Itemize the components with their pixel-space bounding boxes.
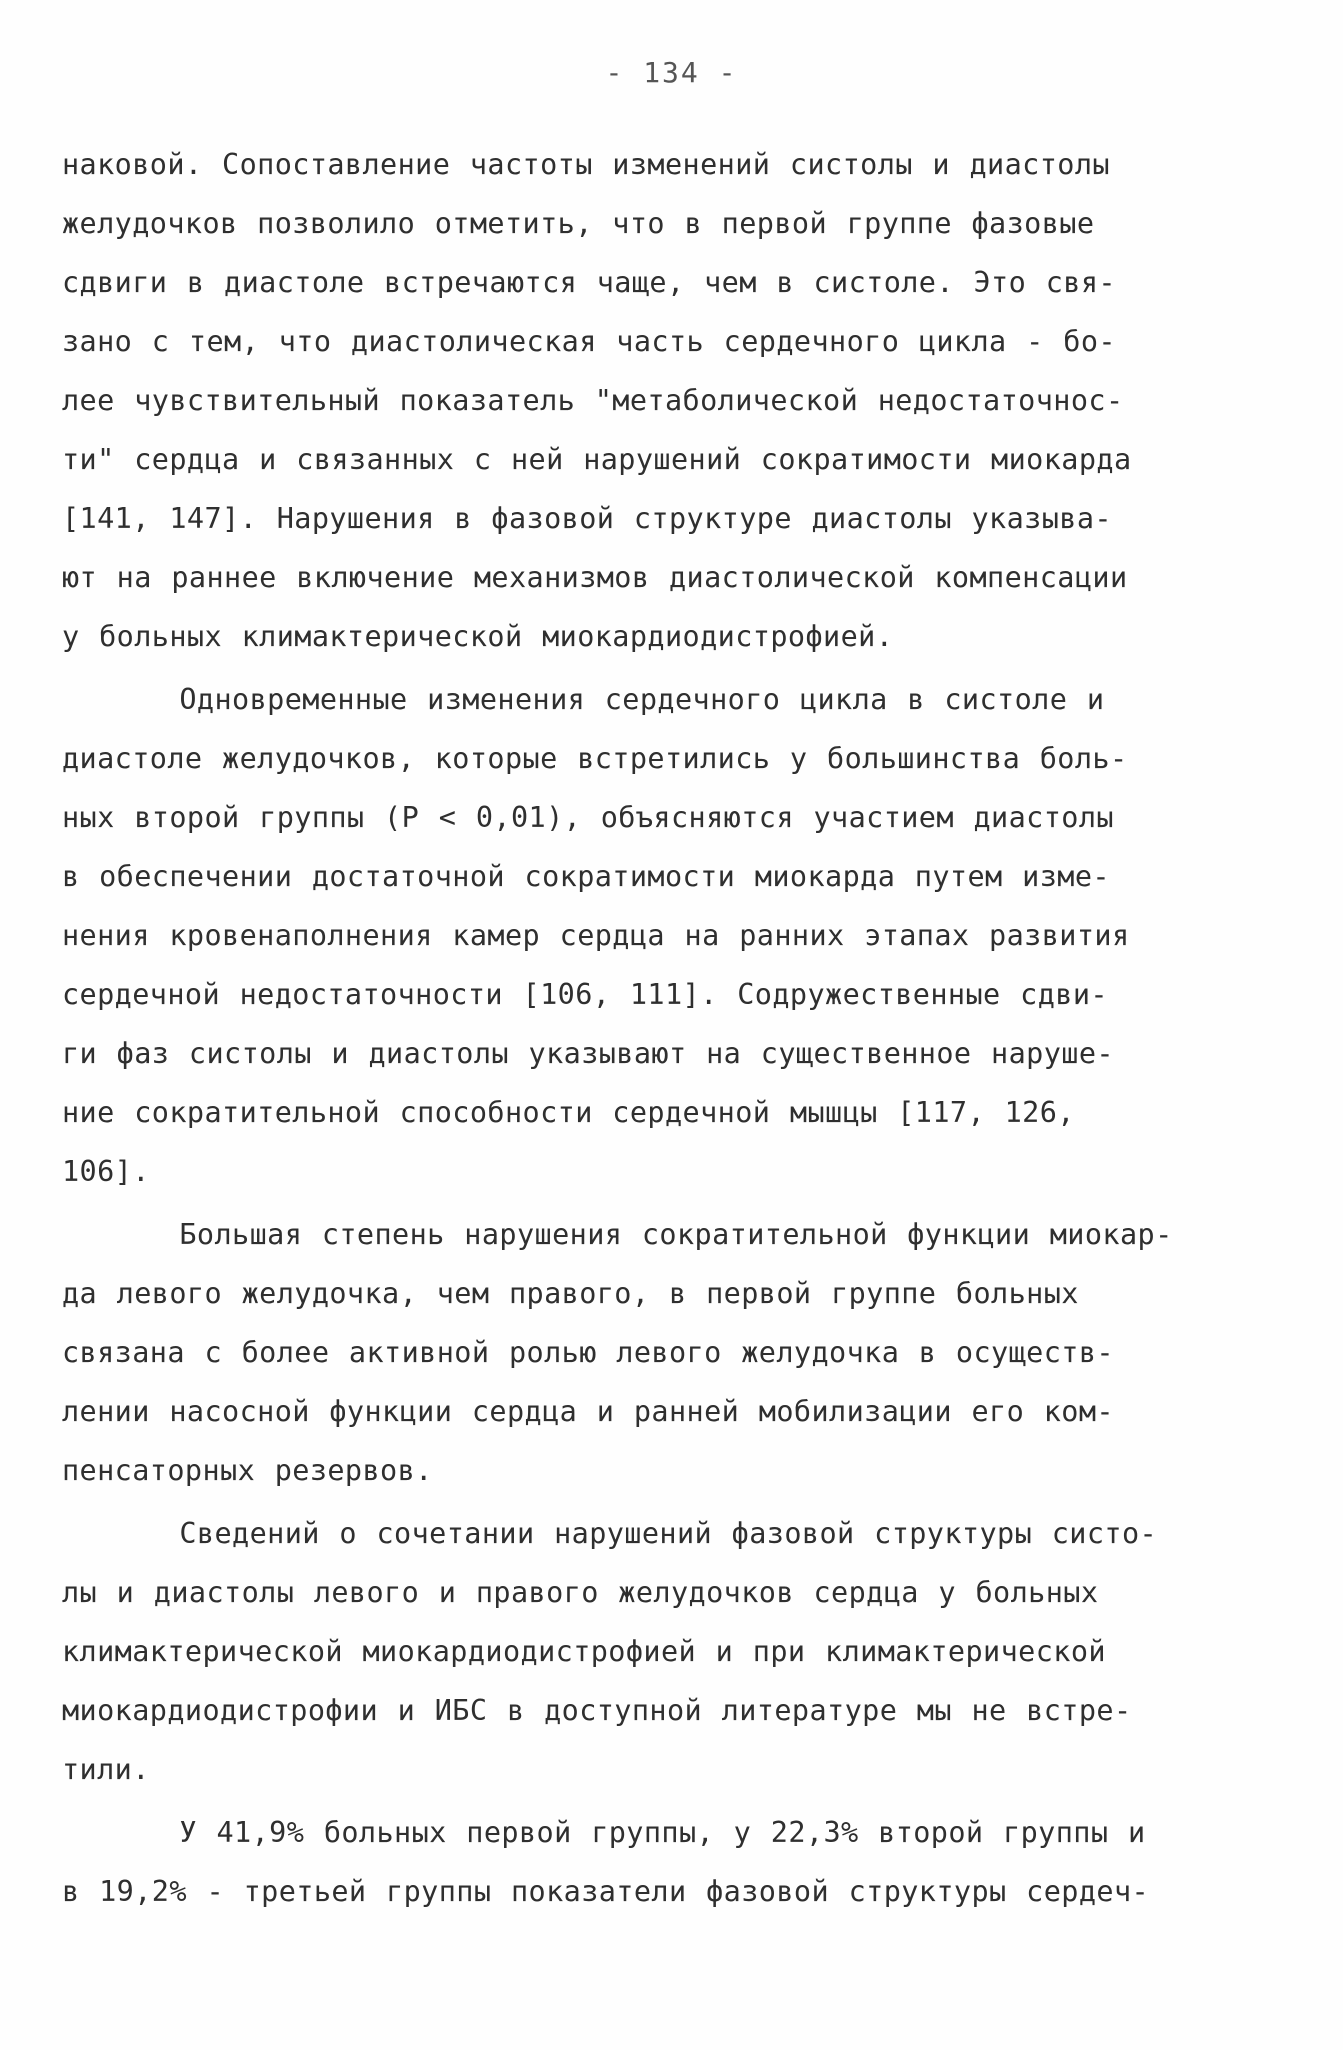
text-line: миокардиодистрофии и ИБС в доступной литературе мы не встре- [62,1694,1132,1727]
text-line: [141, 147]. Нарушения в фазовой структуре диастолы указыва- [62,502,1112,535]
text-line: сдвиги в диастоле встречаются чаще, чем в систоле. Это свя- [62,266,1116,299]
text-line: ют на раннее включение механизмов диастолической компенсации [62,561,1128,594]
text-line: лы и диастолы левого и правого желудочков сердца у больных [62,1576,1099,1609]
text-line: Большая степень нарушения сократительной функции миокар- [62,1218,1173,1251]
text-line: диастоле желудочков, которые встретились у большинства боль- [62,742,1128,775]
text-line: в обеспечении достаточной сократимости миокарда путем изме- [62,860,1110,893]
text-line: пенсаторных резервов. [62,1454,433,1487]
paragraph-4 [62,1504,1302,1799]
text-line: связана с более активной ролью левого желудочка в осуществ- [62,1336,1114,1369]
paragraph-3 [62,1205,1302,1500]
text-line: нения кровенаполнения камер сердца на ранних этапах развития [62,919,1130,952]
text-line: ти" сердца и связанных с ней нарушений сократимости миокарда [62,443,1132,476]
text-line: тили. [62,1753,150,1786]
body-text [62,135,1302,1921]
text-line: климактерической миокардиодистрофией и при климактерической [62,1635,1106,1668]
text-line: зано с тем, что диастолическая часть сердечного цикла - бо- [62,325,1116,358]
page-number: - 134 - [605,56,738,89]
text-line: Одновременные изменения сердечного цикла в систоле и [62,683,1105,716]
text-line: желудочков позволило отметить, что в первой группе фазовые [62,207,1095,240]
text-line: ных второй группы (Р < 0,01), объясняются участием диастолы [62,801,1114,834]
text-line: У 41,9% больных первой группы, у 22,3% второй группы и [62,1816,1146,1849]
text-line: Сведений о сочетании нарушений фазовой структуры систо- [62,1517,1158,1550]
text-line: у больных климактерической миокардиодистрофией. [62,620,894,653]
text-line: лении насосной функции сердца и ранней мобилизации его ком- [62,1395,1114,1428]
text-line: лее чувствительный показатель "метаболической недостаточнос- [62,384,1124,417]
text-line: в 19,2% - третьей группы показатели фазовой структуры сердеч- [62,1875,1150,1908]
text-line: ги фаз систолы и диастолы указывают на существенное наруше- [62,1037,1114,1070]
text-line: наковой. Сопоставление частоты изменений систолы и диастолы [62,148,1110,181]
text-line: сердечной недостаточности [106, 111]. Содружественные сдви- [62,978,1108,1011]
text-line: да левого желудочка, чем правого, в первой группе больных [62,1277,1079,1310]
paragraph-5 [62,1803,1302,1921]
paragraph-2 [62,670,1302,1201]
text-line: ние сократительной способности сердечной мышцы [117, 126, [62,1096,1075,1129]
paragraph-1 [62,135,1302,666]
text-line: 106]. [62,1155,150,1188]
